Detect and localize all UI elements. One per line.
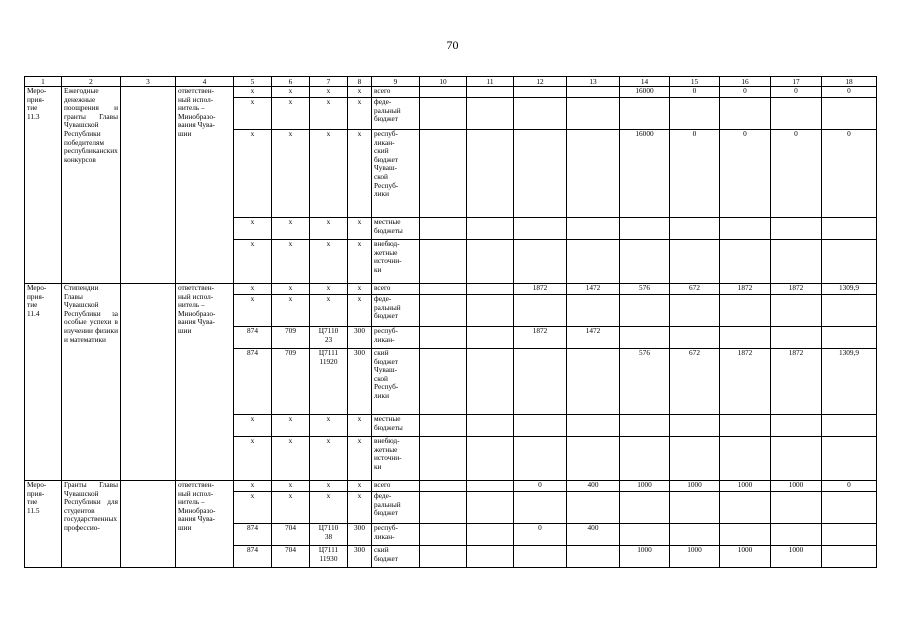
amount-cell bbox=[567, 130, 620, 218]
funding-source-cell: ский бюджет Чуваш- ской Респуб- лики bbox=[372, 349, 420, 415]
target-article-cell: x bbox=[310, 481, 348, 492]
gr-code-cell: 874 bbox=[234, 349, 272, 415]
amount-cell bbox=[514, 437, 567, 481]
amount-cell: 0 bbox=[822, 130, 877, 218]
amount-cell: 0 bbox=[771, 87, 822, 98]
amount-cell bbox=[514, 492, 567, 524]
expense-type-cell: 300 bbox=[348, 349, 372, 415]
target-article-cell: Ц7110 23 bbox=[310, 327, 348, 349]
amount-cell bbox=[567, 98, 620, 130]
target-article-cell: x bbox=[310, 295, 348, 327]
table-row bbox=[25, 284, 877, 295]
section-code-cell: x bbox=[272, 481, 310, 492]
amount-cell bbox=[514, 218, 567, 240]
measure-executor: ответствен- ный испол- нитель – Минобразо- вания Чува- шии bbox=[176, 87, 234, 284]
amount-cell bbox=[567, 295, 620, 327]
column-number: 8 bbox=[348, 77, 372, 87]
gr-code-cell: x bbox=[234, 284, 272, 295]
amount-cell bbox=[670, 98, 720, 130]
gr-code-cell: x bbox=[234, 130, 272, 218]
target-article-cell: x bbox=[310, 240, 348, 284]
amount-cell: 0 bbox=[822, 87, 877, 98]
page-number: 70 bbox=[446, 38, 459, 52]
amount-cell bbox=[771, 492, 822, 524]
expense-type-cell: 300 bbox=[348, 524, 372, 546]
gr-code-cell: x bbox=[234, 437, 272, 481]
amount-cell bbox=[467, 546, 514, 568]
section-code-cell: 704 bbox=[272, 524, 310, 546]
amount-cell bbox=[771, 437, 822, 481]
amount-cell bbox=[467, 481, 514, 492]
funding-source-cell: феде- ральный бюджет bbox=[372, 98, 420, 130]
amount-cell bbox=[467, 218, 514, 240]
amount-cell bbox=[420, 481, 467, 492]
target-article-cell: Ц7111 11920 bbox=[310, 349, 348, 415]
funding-source-cell: респуб- ликан- ский бюджет Чуваш- ской Респуб- лики bbox=[372, 130, 420, 218]
expense-type-cell: 300 bbox=[348, 327, 372, 349]
amount-cell bbox=[467, 87, 514, 98]
funding-source-cell: внебюд- жетные источни- ки bbox=[372, 240, 420, 284]
amount-cell bbox=[514, 295, 567, 327]
amount-cell bbox=[420, 295, 467, 327]
measure-col3 bbox=[121, 284, 176, 481]
amount-cell bbox=[822, 240, 877, 284]
measure-executor: ответствен- ный испол- нитель – Минобразо- вания Чува- шии bbox=[176, 284, 234, 481]
measure-col3 bbox=[121, 481, 176, 568]
section-code-cell: x bbox=[272, 295, 310, 327]
funding-source-cell: всего bbox=[372, 87, 420, 98]
amount-cell: 1000 bbox=[670, 546, 720, 568]
amount-cell bbox=[822, 98, 877, 130]
amount-cell bbox=[467, 492, 514, 524]
amount-cell bbox=[620, 295, 670, 327]
amount-cell: 16000 bbox=[620, 87, 670, 98]
amount-cell bbox=[720, 415, 771, 437]
amount-cell: 0 bbox=[514, 524, 567, 546]
column-number: 5 bbox=[234, 77, 272, 87]
amount-cell bbox=[620, 98, 670, 130]
column-number: 4 bbox=[176, 77, 234, 87]
gr-code-cell: x bbox=[234, 481, 272, 492]
amount-cell: 0 bbox=[720, 130, 771, 218]
section-code-cell: x bbox=[272, 437, 310, 481]
table-row bbox=[25, 87, 877, 98]
amount-cell bbox=[620, 218, 670, 240]
amount-cell: 1872 bbox=[514, 284, 567, 295]
amount-cell bbox=[620, 524, 670, 546]
amount-cell bbox=[822, 437, 877, 481]
amount-cell bbox=[467, 349, 514, 415]
measure-name: Стипендии Главы Чувашской Республики за особые успехи в изучении физики и математики bbox=[62, 284, 121, 481]
measure-code: Меро- прия- тие 11.3 bbox=[25, 87, 62, 284]
column-number: 3 bbox=[121, 77, 176, 87]
measure-name: Гранты Главы Чувашской Республики для студентов государственных профессио- bbox=[62, 481, 121, 568]
amount-cell bbox=[771, 415, 822, 437]
amount-cell bbox=[420, 327, 467, 349]
amount-cell: 1000 bbox=[720, 481, 771, 492]
amount-cell bbox=[620, 240, 670, 284]
column-number: 7 bbox=[310, 77, 348, 87]
column-number: 15 bbox=[670, 77, 720, 87]
column-number: 14 bbox=[620, 77, 670, 87]
amount-cell bbox=[567, 546, 620, 568]
amount-cell: 1000 bbox=[620, 546, 670, 568]
amount-cell bbox=[822, 492, 877, 524]
amount-cell bbox=[567, 87, 620, 98]
gr-code-cell: x bbox=[234, 415, 272, 437]
column-number: 17 bbox=[771, 77, 822, 87]
target-article-cell: x bbox=[310, 87, 348, 98]
amount-cell bbox=[822, 546, 877, 568]
amount-cell bbox=[720, 98, 771, 130]
amount-cell bbox=[514, 546, 567, 568]
column-number: 2 bbox=[62, 77, 121, 87]
expense-type-cell: x bbox=[348, 87, 372, 98]
amount-cell bbox=[420, 415, 467, 437]
amount-cell bbox=[420, 349, 467, 415]
target-article-cell: x bbox=[310, 218, 348, 240]
column-number: 9 bbox=[372, 77, 420, 87]
amount-cell: 0 bbox=[771, 130, 822, 218]
funding-source-cell: респуб- ликан- bbox=[372, 327, 420, 349]
amount-cell bbox=[720, 327, 771, 349]
amount-cell: 1872 bbox=[720, 349, 771, 415]
expense-type-cell: x bbox=[348, 295, 372, 327]
table-row bbox=[25, 481, 877, 492]
amount-cell bbox=[420, 98, 467, 130]
amount-cell bbox=[670, 437, 720, 481]
section-code-cell: 709 bbox=[272, 349, 310, 415]
expense-type-cell: x bbox=[348, 437, 372, 481]
amount-cell bbox=[771, 295, 822, 327]
target-article-cell: Ц7110 38 bbox=[310, 524, 348, 546]
amount-cell: 1000 bbox=[620, 481, 670, 492]
amount-cell bbox=[567, 415, 620, 437]
target-article-cell: x bbox=[310, 415, 348, 437]
amount-cell bbox=[567, 492, 620, 524]
amount-cell bbox=[670, 415, 720, 437]
amount-cell: 400 bbox=[567, 524, 620, 546]
target-article-cell: x bbox=[310, 492, 348, 524]
gr-code-cell: 874 bbox=[234, 524, 272, 546]
amount-cell bbox=[567, 218, 620, 240]
amount-cell bbox=[771, 240, 822, 284]
amount-cell bbox=[514, 240, 567, 284]
amount-cell: 1872 bbox=[771, 349, 822, 415]
column-number-row bbox=[25, 77, 877, 87]
amount-cell bbox=[771, 327, 822, 349]
amount-cell bbox=[420, 546, 467, 568]
section-code-cell: x bbox=[272, 240, 310, 284]
amount-cell bbox=[670, 295, 720, 327]
funding-source-cell: местные бюджеты bbox=[372, 415, 420, 437]
amount-cell: 1000 bbox=[670, 481, 720, 492]
funding-source-cell: феде- ральный бюджет bbox=[372, 295, 420, 327]
amount-cell bbox=[420, 218, 467, 240]
target-article-cell: x bbox=[310, 130, 348, 218]
amount-cell: 400 bbox=[567, 481, 620, 492]
amount-cell bbox=[822, 327, 877, 349]
amount-cell bbox=[620, 415, 670, 437]
funding-source-cell: всего bbox=[372, 481, 420, 492]
amount-cell bbox=[420, 87, 467, 98]
gr-code-cell: x bbox=[234, 98, 272, 130]
funding-source-cell: местные бюджеты bbox=[372, 218, 420, 240]
amount-cell: 1472 bbox=[567, 327, 620, 349]
amount-cell bbox=[420, 492, 467, 524]
amount-cell bbox=[771, 524, 822, 546]
expense-type-cell: 300 bbox=[348, 546, 372, 568]
amount-cell bbox=[620, 437, 670, 481]
amount-cell bbox=[720, 524, 771, 546]
column-number: 16 bbox=[720, 77, 771, 87]
amount-cell bbox=[467, 240, 514, 284]
gr-code-cell: x bbox=[234, 218, 272, 240]
amount-cell: 1872 bbox=[771, 284, 822, 295]
amount-cell bbox=[620, 327, 670, 349]
amount-cell bbox=[467, 327, 514, 349]
expense-type-cell: x bbox=[348, 98, 372, 130]
section-code-cell: x bbox=[272, 87, 310, 98]
amount-cell: 0 bbox=[514, 481, 567, 492]
amount-cell bbox=[720, 295, 771, 327]
expense-type-cell: x bbox=[348, 284, 372, 295]
amount-cell: 1872 bbox=[720, 284, 771, 295]
amount-cell bbox=[567, 240, 620, 284]
section-code-cell: x bbox=[272, 130, 310, 218]
amount-cell: 672 bbox=[670, 349, 720, 415]
gr-code-cell: 874 bbox=[234, 327, 272, 349]
amount-cell bbox=[420, 130, 467, 218]
expense-type-cell: x bbox=[348, 218, 372, 240]
amount-cell: 0 bbox=[822, 481, 877, 492]
section-code-cell: x bbox=[272, 98, 310, 130]
amount-cell bbox=[822, 415, 877, 437]
amount-cell: 0 bbox=[670, 87, 720, 98]
amount-cell: 576 bbox=[620, 349, 670, 415]
amount-cell bbox=[467, 284, 514, 295]
expense-type-cell: x bbox=[348, 481, 372, 492]
amount-cell bbox=[467, 98, 514, 130]
budget-table bbox=[24, 76, 877, 568]
amount-cell: 0 bbox=[720, 87, 771, 98]
amount-cell bbox=[670, 327, 720, 349]
column-number: 10 bbox=[420, 77, 467, 87]
amount-cell bbox=[720, 240, 771, 284]
amount-cell bbox=[822, 524, 877, 546]
gr-code-cell: x bbox=[234, 87, 272, 98]
measure-col3 bbox=[121, 87, 176, 284]
gr-code-cell: x bbox=[234, 492, 272, 524]
amount-cell bbox=[620, 492, 670, 524]
amount-cell bbox=[720, 218, 771, 240]
amount-cell bbox=[720, 492, 771, 524]
amount-cell bbox=[670, 492, 720, 524]
amount-cell: 1472 bbox=[567, 284, 620, 295]
column-number: 11 bbox=[467, 77, 514, 87]
measure-code: Меро- прия- тие 11.5 bbox=[25, 481, 62, 568]
amount-cell bbox=[514, 98, 567, 130]
measure-name: Ежегодные денежные поощрения и гранты Главы Чувашской Республики победителям республиканских конкурсов bbox=[62, 87, 121, 284]
amount-cell bbox=[567, 437, 620, 481]
amount-cell: 1000 bbox=[720, 546, 771, 568]
section-code-cell: 704 bbox=[272, 546, 310, 568]
expense-type-cell: x bbox=[348, 240, 372, 284]
amount-cell bbox=[514, 130, 567, 218]
section-code-cell: x bbox=[272, 218, 310, 240]
funding-source-cell: всего bbox=[372, 284, 420, 295]
funding-source-cell: феде- ральный бюджет bbox=[372, 492, 420, 524]
amount-cell bbox=[514, 415, 567, 437]
amount-cell bbox=[670, 240, 720, 284]
amount-cell: 672 bbox=[670, 284, 720, 295]
target-article-cell: x bbox=[310, 437, 348, 481]
gr-code-cell: x bbox=[234, 240, 272, 284]
funding-source-cell: респуб- ликан- bbox=[372, 524, 420, 546]
expense-type-cell: x bbox=[348, 415, 372, 437]
expense-type-cell: x bbox=[348, 492, 372, 524]
amount-cell bbox=[467, 130, 514, 218]
measure-code: Меро- прия- тие 11.4 bbox=[25, 284, 62, 481]
column-number: 12 bbox=[514, 77, 567, 87]
amount-cell bbox=[771, 98, 822, 130]
amount-cell bbox=[467, 437, 514, 481]
gr-code-cell: 874 bbox=[234, 546, 272, 568]
amount-cell: 1000 bbox=[771, 481, 822, 492]
amount-cell: 576 bbox=[620, 284, 670, 295]
amount-cell: 16000 bbox=[620, 130, 670, 218]
amount-cell bbox=[467, 295, 514, 327]
amount-cell bbox=[771, 218, 822, 240]
amount-cell bbox=[467, 524, 514, 546]
target-article-cell: x bbox=[310, 284, 348, 295]
amount-cell bbox=[670, 524, 720, 546]
funding-source-cell: ский бюджет bbox=[372, 546, 420, 568]
target-article-cell: x bbox=[310, 98, 348, 130]
target-article-cell: Ц7111 11930 bbox=[310, 546, 348, 568]
section-code-cell: x bbox=[272, 492, 310, 524]
column-number: 1 bbox=[25, 77, 62, 87]
amount-cell bbox=[420, 524, 467, 546]
amount-cell bbox=[420, 284, 467, 295]
amount-cell: 1309,9 bbox=[822, 349, 877, 415]
section-code-cell: 709 bbox=[272, 327, 310, 349]
amount-cell bbox=[567, 349, 620, 415]
amount-cell bbox=[514, 87, 567, 98]
amount-cell bbox=[514, 349, 567, 415]
amount-cell: 1309,9 bbox=[822, 284, 877, 295]
amount-cell bbox=[720, 437, 771, 481]
measure-executor: ответствен- ный испол- нитель – Минобразо- вания Чува- шии bbox=[176, 481, 234, 568]
funding-source-cell: внебюд- жетные источни- ки bbox=[372, 437, 420, 481]
gr-code-cell: x bbox=[234, 295, 272, 327]
column-number: 13 bbox=[567, 77, 620, 87]
amount-cell bbox=[822, 218, 877, 240]
column-number: 6 bbox=[272, 77, 310, 87]
amount-cell bbox=[420, 240, 467, 284]
amount-cell: 0 bbox=[670, 130, 720, 218]
section-code-cell: x bbox=[272, 415, 310, 437]
amount-cell bbox=[670, 218, 720, 240]
amount-cell bbox=[467, 415, 514, 437]
amount-cell: 1872 bbox=[514, 327, 567, 349]
amount-cell: 1000 bbox=[771, 546, 822, 568]
amount-cell bbox=[420, 437, 467, 481]
section-code-cell: x bbox=[272, 284, 310, 295]
expense-type-cell: x bbox=[348, 130, 372, 218]
amount-cell bbox=[822, 295, 877, 327]
column-number: 18 bbox=[822, 77, 877, 87]
